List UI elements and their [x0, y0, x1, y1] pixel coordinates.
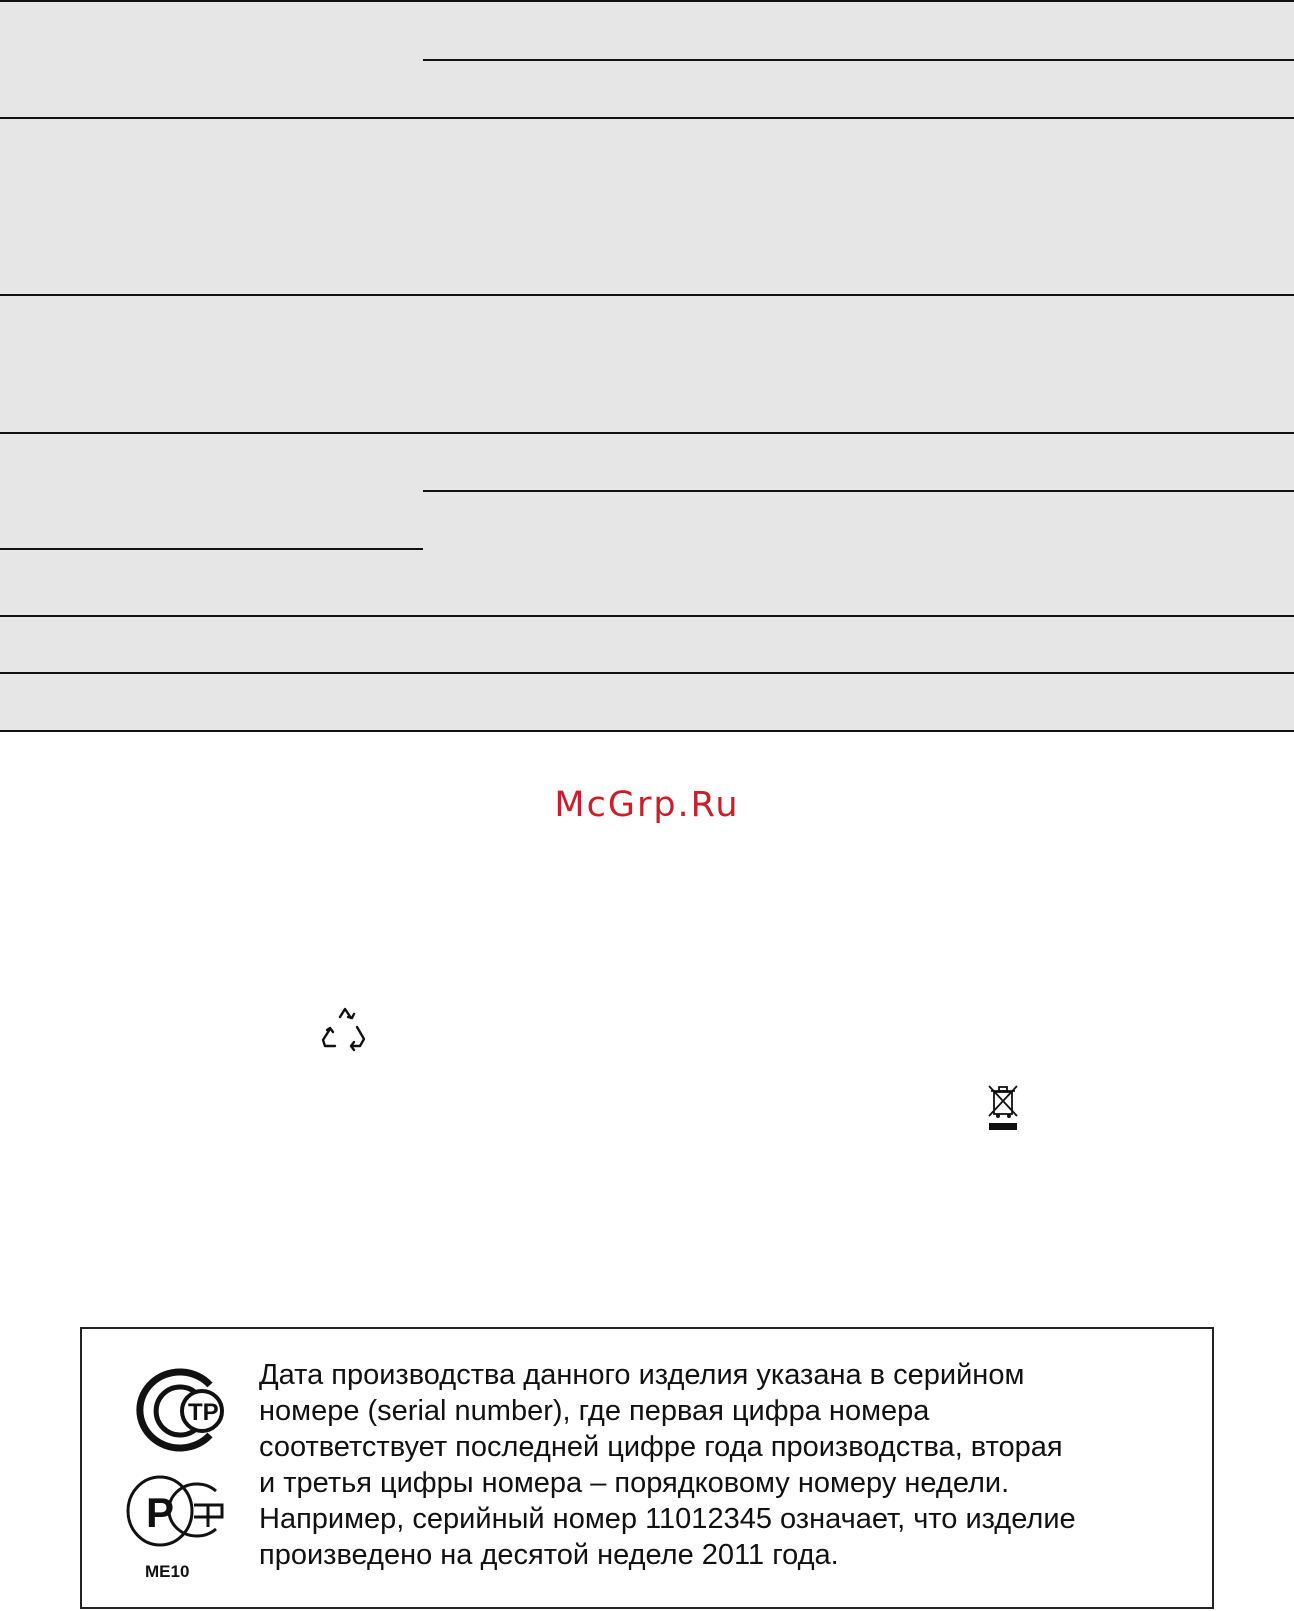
- notice-line: Например, серийный номер 11012345 означает, что изделие: [259, 1503, 1076, 1535]
- spec-table: [0, 0, 1294, 732]
- notice-line: соответствует последней цифре года производства, вторая: [259, 1431, 1063, 1463]
- watermark-text: McGrp.Ru: [554, 785, 740, 825]
- production-date-notice: [259, 1357, 1199, 1573]
- rst-gost-logo: [124, 1465, 234, 1555]
- recycle-icon: [318, 1005, 370, 1057]
- table-border-bottom: [0, 730, 1294, 732]
- certification-body-code: ME10: [145, 1562, 190, 1581]
- crossed-out-bin-icon: [985, 1082, 1021, 1134]
- table-row-divider: [0, 615, 1294, 617]
- svg-text:P: P: [146, 1489, 175, 1536]
- table-row-divider: [0, 672, 1294, 674]
- notice-line: Дата производства данного изделия указана в серийном: [259, 1359, 1025, 1391]
- eac-gost-logo: [124, 1365, 234, 1455]
- table-subrow-divider: [423, 59, 1294, 61]
- table-row-divider: [0, 117, 1294, 119]
- notice-line: и третья цифры номера – порядковому номеру недели.: [259, 1467, 1010, 1499]
- table-row-divider: [0, 294, 1294, 296]
- certification-notice: [80, 1327, 1214, 1609]
- table-border-top: [0, 0, 1294, 2]
- table-row-divider: [0, 548, 423, 550]
- certification-logos: [124, 1365, 234, 1565]
- svg-text:TP: TP: [188, 1399, 219, 1426]
- table-row-divider: [0, 432, 1294, 434]
- notice-line: номере (serial number), где первая цифра номера: [259, 1395, 930, 1427]
- table-subrow-divider: [423, 490, 1294, 492]
- notice-line: произведено на десятой неделе 2011 года.: [259, 1539, 839, 1571]
